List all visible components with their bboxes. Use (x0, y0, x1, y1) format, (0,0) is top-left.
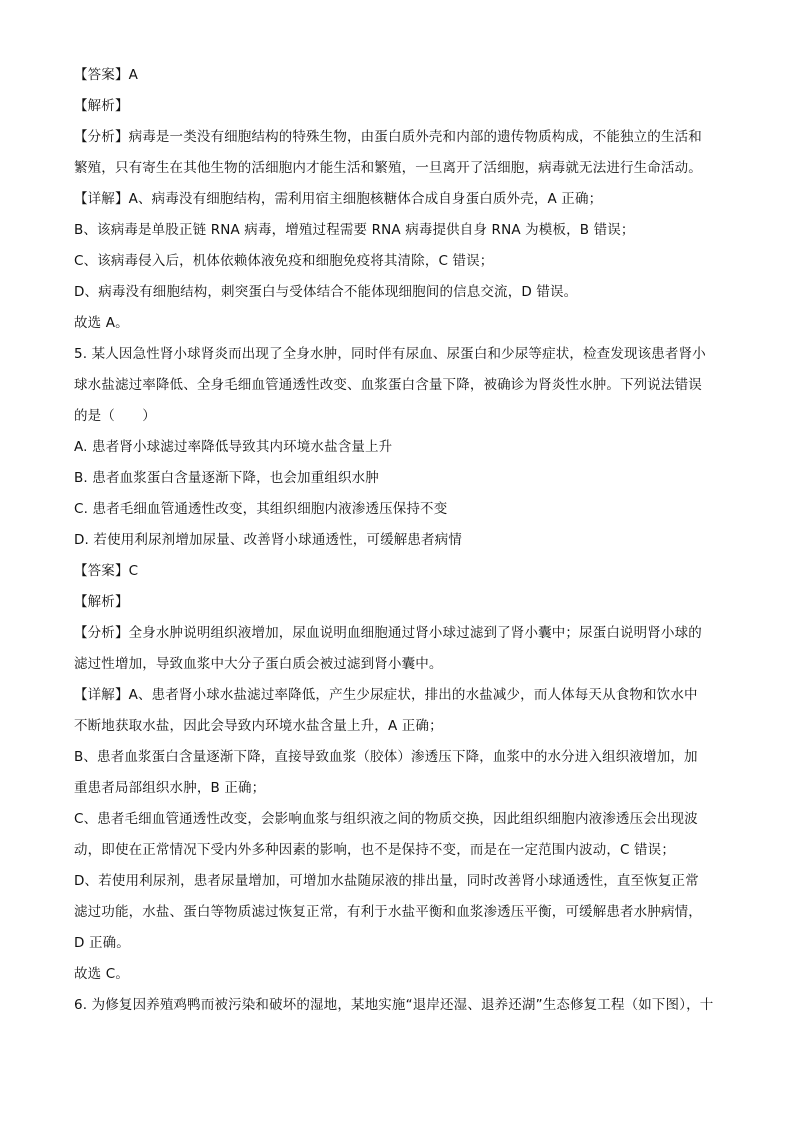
q5-option-a (74, 432, 724, 463)
text-line: D. 若使用利尿剂增加尿量、改善肾小球通透性，可缓解患者病情 (74, 532, 462, 548)
q6-stem (74, 990, 724, 1021)
text-line: 6. 为修复因养殖鸡鸭而被污染和破坏的湿地，某地实施“退岸还湿、退养还湖”生态修复工程（如下图），十 (74, 997, 714, 1013)
text-line: B、该病毒是单股正链 RNA 病毒，增殖过程需要 RNA 病毒提供自身 RNA 为模板，B 错误； (74, 222, 635, 238)
text-line: C、患者毛细血管通透性改变，会影响血浆与组织液之间的物质交换，因此组织细胞内液渗透压会出现波 (74, 811, 698, 827)
text-line: A. 患者肾小球滤过率降低导致其内环境水盐含量上升 (74, 439, 393, 455)
text-line: 动，即使在正常情况下受内外多种因素的影响，也不是保持不变，而是在一定范围内波动，C 错误； (74, 842, 675, 858)
text-line: 滤过功能，水盐、蛋白等物质滤过恢复正常，有利于水盐平衡和血浆渗透压平衡，可缓解患者水肿病情， (74, 904, 702, 920)
text-line: 【解析】 (74, 594, 129, 610)
q5-option-b (74, 463, 724, 494)
q4-analysis-heading (74, 91, 724, 122)
q4-answer (74, 60, 724, 91)
text-line: D 正确。 (74, 935, 130, 951)
q5-conclusion (74, 959, 724, 990)
text-line: 的是（ ） (74, 408, 156, 424)
text-line: 【答案】A (74, 67, 138, 83)
text-line: 故选 C。 (74, 966, 129, 982)
q5-answer (74, 556, 724, 587)
document-page (74, 60, 724, 1021)
q5-stem (74, 339, 724, 432)
text-line: 繁殖，只有寄生在其他生物的活细胞内才能生活和繁殖，一旦离开了活细胞，病毒就无法进行生命活动。 (74, 160, 702, 176)
q5-xiangjie-d (74, 866, 724, 959)
text-line: 【分析】全身水肿说明组织液增加，尿血说明血细胞通过肾小球过滤到了肾小囊中；尿蛋白说明肾小球的 (74, 625, 702, 641)
text-line: 滤过性增加，导致血浆中大分子蛋白质会被过滤到肾小囊中。 (74, 656, 443, 672)
q4-conclusion (74, 308, 724, 339)
q5-xiangjie-a (74, 680, 724, 742)
q5-xiangjie-c (74, 804, 724, 866)
text-line: 【详解】A、患者肾小球水盐滤过率降低，产生少尿症状，排出的水盐减少，而人体每天从食物和饮水中 (74, 687, 698, 703)
q4-fenxi (74, 122, 724, 184)
text-line: 故选 A。 (74, 315, 129, 331)
text-line: 5. 某人因急性肾小球肾炎而出现了全身水肿，同时伴有尿血、尿蛋白和少尿等症状，检查发现该患者肾小 (74, 346, 706, 362)
q4-xiangjie-d (74, 277, 724, 308)
q5-option-d (74, 525, 724, 556)
text-line: D、病毒没有细胞结构，刺突蛋白与受体结合不能体现细胞间的信息交流，D 错误。 (74, 284, 578, 300)
q4-xiangjie-b (74, 215, 724, 246)
text-line: 【详解】A、病毒没有细胞结构，需利用宿主细胞核糖体合成自身蛋白质外壳，A 正确； (74, 191, 603, 207)
q5-xiangjie-b (74, 742, 724, 804)
q5-option-c (74, 494, 724, 525)
q5-analysis-heading (74, 587, 724, 618)
text-line: B、患者血浆蛋白含量逐渐下降，直接导致血浆（胶体）渗透压下降，血浆中的水分进入组织液增加，加 (74, 749, 698, 765)
text-line: 【解析】 (74, 98, 129, 114)
text-line: 重患者局部组织水肿，B 正确； (74, 780, 266, 796)
text-line: 【答案】C (74, 563, 139, 579)
text-line: 【分析】病毒是一类没有细胞结构的特殊生物，由蛋白质外壳和内部的遗传物质构成，不能独立的生活和 (74, 129, 702, 145)
text-line: B. 患者血浆蛋白含量逐渐下降，也会加重组织水肿 (74, 470, 379, 486)
text-line: C. 患者毛细血管通透性改变，其组织细胞内液渗透压保持不变 (74, 501, 448, 517)
q4-xiangjie-c (74, 246, 724, 277)
text-line: C、该病毒侵入后，机体依赖体液免疫和细胞免疫将其清除，C 错误； (74, 253, 494, 269)
text-line: 不断地获取水盐，因此会导致内环境水盐含量上升，A 正确； (74, 718, 443, 734)
q5-fenxi (74, 618, 724, 680)
q4-xiangjie-a (74, 184, 724, 215)
text-line: D、若使用利尿剂，患者尿量增加，可增加水盐随尿液的排出量，同时改善肾小球通透性，直至恢复正常 (74, 873, 699, 889)
text-line: 球水盐滤过率降低、全身毛细血管通透性改变、血浆蛋白含量下降，被确诊为肾炎性水肿。下列说法错误 (74, 377, 702, 393)
